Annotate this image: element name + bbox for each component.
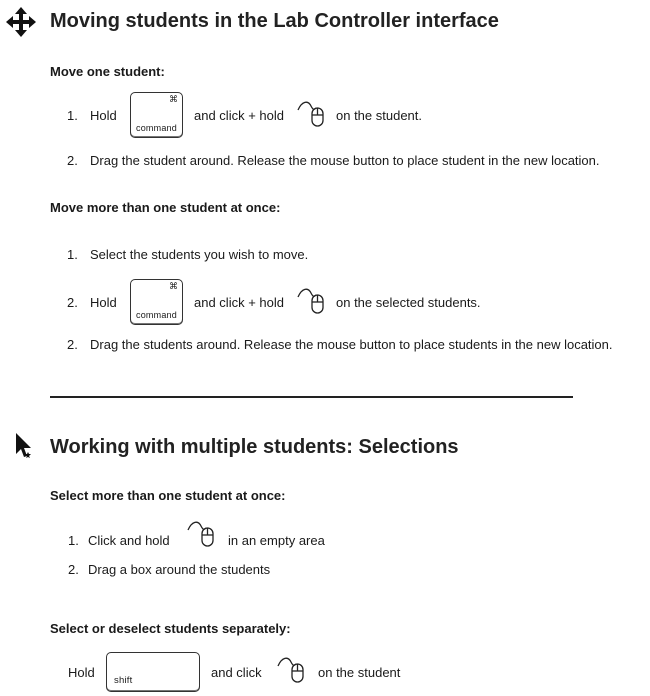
step-text: Drag the students around. Release the mouse button to place students in the new location. xyxy=(90,337,613,352)
step-text-empty-area: in an empty area xyxy=(228,533,325,548)
subheading-select-separately: Select or deselect students separately: xyxy=(50,621,291,636)
shift-key xyxy=(106,652,200,692)
section-title-moving: Moving students in the Lab Controller interface xyxy=(50,10,499,32)
step-text-on-student: on the student. xyxy=(336,108,423,123)
mouse-icon xyxy=(296,98,328,128)
step-text-on-student: on the student xyxy=(318,665,401,680)
section-divider xyxy=(50,396,573,398)
step-text: Select the students you wish to move. xyxy=(90,247,309,262)
command-symbol-icon: ⌘ xyxy=(169,94,178,104)
shift-key-label: shift xyxy=(114,675,133,686)
step-number: 2. xyxy=(68,562,79,577)
command-symbol-icon: ⌘ xyxy=(169,281,178,291)
mouse-icon xyxy=(296,285,328,315)
step-text-hold: Hold xyxy=(90,295,117,310)
section-title-selections: Working with multiple students: Selections xyxy=(50,436,459,458)
step-number: 2. xyxy=(67,153,78,168)
step-text-hold: Hold xyxy=(90,108,117,123)
step-number: 2. xyxy=(67,295,78,310)
step-number: 2. xyxy=(67,337,78,352)
command-key xyxy=(130,92,183,138)
subheading-select-many: Select more than one student at once: xyxy=(50,488,286,503)
mouse-icon xyxy=(186,518,218,548)
step-text-hold: Hold xyxy=(68,665,95,680)
step-text: Drag a box around the students xyxy=(88,562,271,577)
step-number: 1. xyxy=(67,247,78,262)
move-arrows-icon xyxy=(6,7,36,37)
mouse-icon xyxy=(276,654,308,684)
command-key-label: command xyxy=(136,310,177,320)
step-text-click-hold: Click and hold xyxy=(88,533,170,548)
subheading-move-many: Move more than one student at once: xyxy=(50,200,281,215)
step-number: 1. xyxy=(67,108,78,123)
step-number: 1. xyxy=(68,533,79,548)
step-text-and-click: and click xyxy=(211,665,262,680)
command-key-label: command xyxy=(136,123,177,133)
subheading-move-one: Move one student: xyxy=(50,64,165,79)
arrow-cursor-icon xyxy=(14,432,34,462)
step-text-on-selected: on the selected students. xyxy=(336,295,481,310)
command-key xyxy=(130,279,183,325)
step-text: Drag the student around. Release the mouse button to place student in the new location. xyxy=(90,153,600,168)
step-text-click-hold: and click + hold xyxy=(194,108,284,123)
step-text-click-hold: and click + hold xyxy=(194,295,284,310)
